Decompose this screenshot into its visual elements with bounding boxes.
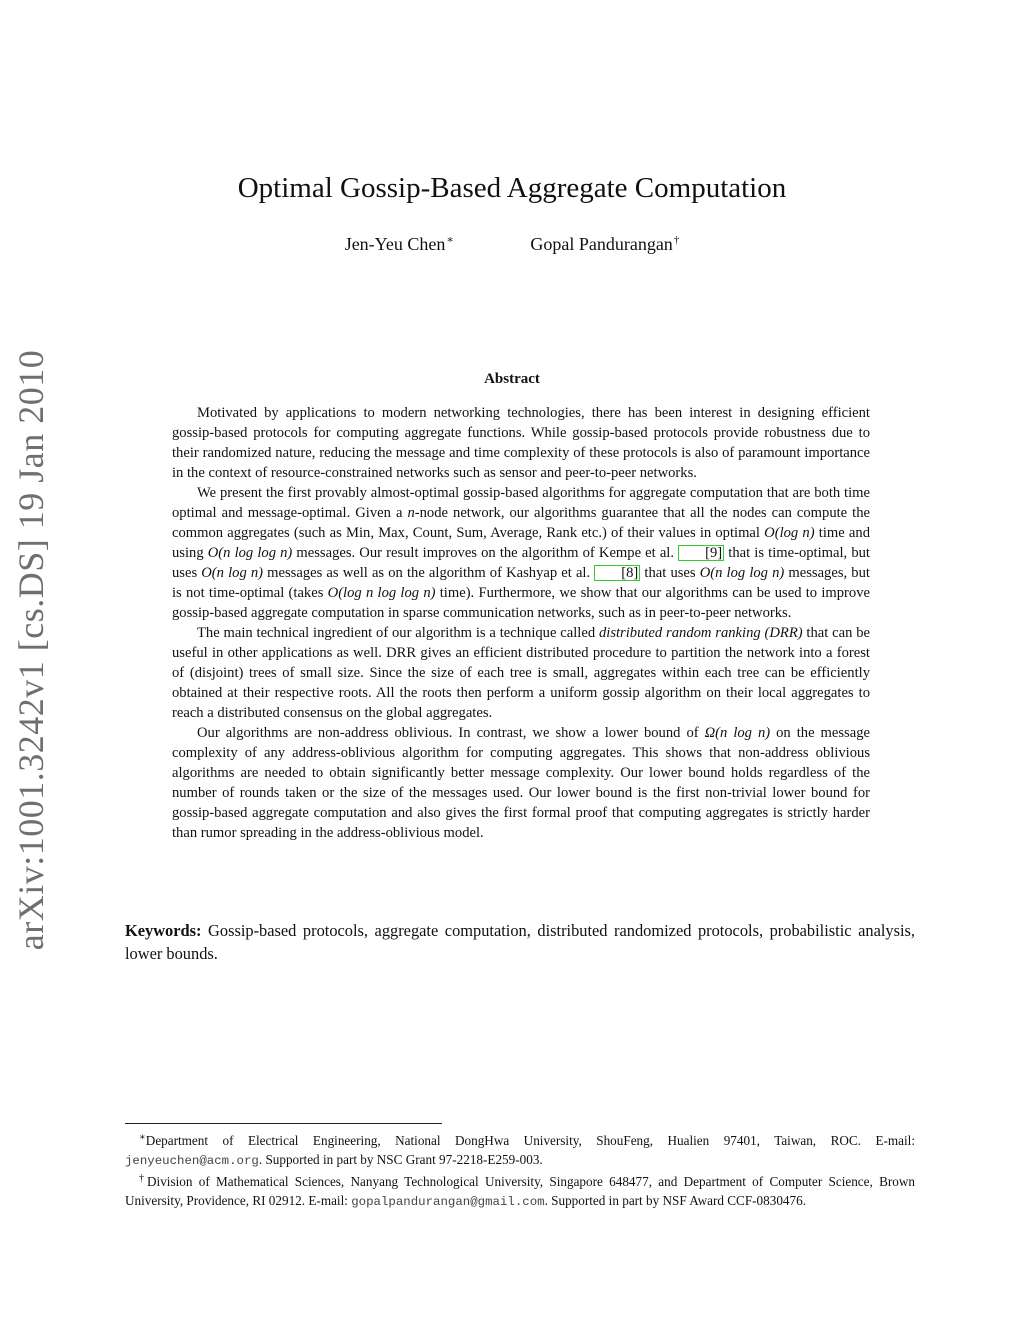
footnote-2: [125, 1170, 915, 1211]
abstract-paragraph-2: [172, 483, 870, 623]
text-span: time and using: [172, 525, 870, 561]
emphasis-drr: distributed random ranking (DRR): [598, 625, 803, 641]
footnote-2-mark: †: [139, 1173, 147, 1184]
footnotes: [125, 1129, 915, 1211]
text-span: We present the first provably almost-optimal gossip-based algorithms for aggregate computation that are both time optimal and message-optimal. Given a: [172, 485, 870, 521]
abstract-paragraph-1: Motivated by applications to modern networking technologies, there has been interest in designing efficient gossip-based protocols for computing aggregate functions. While gossip-based protocols provide robustness due to their randomized nature, reducing the message and time complexity of these protocols is also of paramount importance in the context of resource-constrained networks such as sensor and peer-to-peer networks.: [172, 405, 870, 481]
author-2-footnote-mark[interactable]: †: [673, 234, 680, 246]
text-span: time). Furthermore, we show that our algorithms can be used to improve gossip-based aggregate computation in sparse communication networks, such as in peer-to-peer networks.: [172, 585, 870, 621]
text-span: that uses: [640, 565, 700, 581]
math-message-bound: O(n log log n): [207, 545, 293, 561]
text-span: . Supported in part by NSF Award CCF-0830476.: [544, 1192, 807, 1208]
author-2-name: Gopal Pandurangan: [530, 234, 673, 254]
arxiv-identifier-text: arXiv:1001.3242v1 [cs.DS] 19 Jan 2010: [11, 349, 52, 951]
footnote-1: [125, 1129, 915, 1170]
text-span: that can be useful in other applications as well. DRR gives an efficient distributed procedure to partition the network into a forest of (disjoint) trees of small size. Since the size of each tree is small, aggregates within each tree can be efficiently obtained at their respective roots. All the roots then perform a uniform gossip algorithm on their local aggregates to reach a distributed consensus on the global aggregates.: [172, 625, 870, 721]
email-link-pandurangan[interactable]: gopalpandurangan@gmail.com: [351, 1194, 545, 1209]
citation-link-8[interactable]: [8]: [594, 565, 640, 581]
text-span: The main technical ingredient of our algorithm is a technique called: [197, 625, 599, 641]
author-1: [345, 233, 454, 255]
keywords: [125, 919, 915, 965]
math-time-bound: O(log n): [764, 525, 815, 541]
arxiv-identifier: [2, 349, 60, 951]
text-span: messages as well as on the algorithm of Kashyap et al.: [263, 565, 595, 581]
author-2: [530, 234, 679, 255]
keywords-label: Keywords:: [125, 921, 202, 940]
text-span: messages, but is not time-optimal (takes: [172, 565, 870, 601]
footnote-divider: [125, 1123, 442, 1124]
keywords-text: Gossip-based protocols, aggregate computation, distributed randomized protocols, probabilistic analysis, lower bounds.: [125, 921, 916, 963]
citation-link-9[interactable]: [9]: [678, 545, 724, 561]
paper-title: Optimal Gossip-Based Aggregate Computation: [237, 172, 787, 204]
author-1-footnote-mark[interactable]: ∗: [446, 234, 454, 246]
email-link-chen[interactable]: jenyeuchen@acm.org: [125, 1153, 259, 1168]
math-n: n: [407, 505, 415, 521]
math-kashyap-time: O(log n log log n): [327, 585, 436, 601]
math-kempe-bound: O(n log n): [201, 565, 264, 581]
text-span: on the message complexity of any address-oblivious algorithm for computing aggregates. This shows that non-address oblivious algorithms are needed to obtain significantly better message complexity. Our lower bound holds regardless of the number of rounds taken or the size of the messages used. Our lower bound is the first non-trivial lower bound for gossip-based aggregate computation and also gives the first formal proof that computing aggregates is strictly harder than rumor spreading in the address-oblivious model.: [172, 725, 870, 841]
text-span: Department of Electrical Engineering, National DongHwa University, ShouFeng, Hualien 97401, Taiwan, ROC. E-mail:: [145, 1133, 915, 1148]
author-list: [0, 233, 1024, 255]
text-span: Our algorithms are non-address oblivious. In contrast, we show a lower bound of: [197, 725, 705, 741]
text-span: Division of Mathematical Sciences, Nanyang Technological University, Singapore 648477, and Department of Computer Science, Brown University, Providence, RI 02912. E-mail:: [125, 1174, 915, 1208]
text-span: . Supported in part by NSC Grant 97-2218-E259-003.: [258, 1151, 543, 1167]
math-lower-bound: Ω(n log n): [704, 725, 771, 741]
abstract-body: [172, 403, 870, 843]
text-span: that is time-optimal, but uses: [172, 545, 870, 581]
abstract-paragraph-3: [172, 623, 870, 723]
text-span: -node network, our algorithms guarantee that all the nodes can compute the common aggregates (such as Min, Max, Count, Sum, Average, Rank etc.) of their values in optimal: [172, 505, 871, 541]
abstract-heading: Abstract: [484, 371, 540, 387]
footnote-1-mark: ∗: [139, 1132, 146, 1143]
abstract-paragraph-4: [172, 723, 870, 843]
author-1-name: Jen-Yeu Chen: [344, 234, 446, 254]
math-kashyap-bound: O(n log log n): [699, 565, 785, 581]
text-span: messages. Our result improves on the algorithm of Kempe et al.: [292, 545, 679, 561]
